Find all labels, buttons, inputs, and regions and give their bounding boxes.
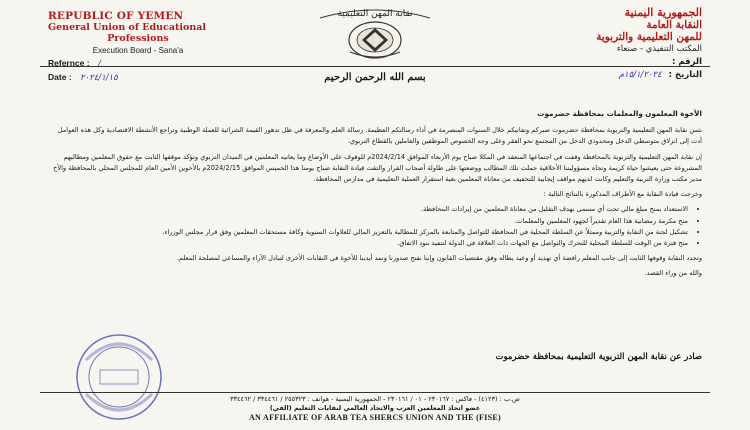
org-name-ar: النقابة العامة <box>646 19 702 31</box>
result-item: • تشكيل لجنة من النقابة والتربية وممثلاً عن السلطة المحلية في المحافظة للتواصل والمتابعة بالمركز للمطالبة بالتعزيز المالي للعلاوات السنوية وكافة مستحقات المعلمين وفق قرار مجلس الوزراء. <box>48 227 688 238</box>
closing-phrase: والله من وراء القصد. <box>644 269 702 278</box>
org-country-ar: الجمهورية اليمنية <box>624 6 702 19</box>
org-name-ar-2: للمهن التعليمية والتربوية <box>596 31 702 43</box>
date-label: Date : <box>48 72 72 82</box>
paragraph-3: وخرجت قيادة النقابة مع الأطراف المذكورة بالنتائج التالية : <box>543 190 702 199</box>
paragraph-1: نثمن نقابة المهن التعليمية والتربوية بمحافظة حضرموت صبركم وتفانيكم خلال السنوات المنصرمة في أداء رسالتكم العظيمة. رسالة العلم والمعرفة في ظل تدهور القيمة الشرائية للعملة الوطنية وتراجع الأنشطة الاقتصادية وكل هذه العوامل أدت إلى انزلاق متوسطي الدخل ومحدودي الدخل من المجتمع نحو الفقر وعلى وجه الخصوص الموظفين والعاملين بالقطاع التربوي. <box>57 126 702 146</box>
basmala: بسم الله الرحمن الرحيم <box>324 72 426 83</box>
org-board-ar: المكتب التنفيذي - صنعاء <box>616 44 702 54</box>
reference-label: Refernce : <box>48 58 90 68</box>
org-board-en: Execution Board - Sana'a <box>92 46 184 55</box>
footer-divider <box>40 392 710 393</box>
results-list <box>48 204 702 249</box>
logo-calligraphy: نقابة المهن التعليمية <box>337 9 413 19</box>
letter-body <box>48 108 702 284</box>
union-logo-icon <box>300 0 450 62</box>
signature-line: صادر عن نقابة المهن التربوية التعليمية بمحافظة حضرموت <box>495 352 702 362</box>
org-country-en: REPUBLIC OF YEMEN <box>48 10 184 22</box>
result-item: • منح مكرمة رمضانية هذا العام تقديراً لجهود المعلمين والمعلمات. <box>48 216 688 227</box>
greeting: الأخوة المعلمون والمعلمات بمحافظة حضرموت <box>537 109 702 118</box>
letterhead-arabic <box>502 6 702 80</box>
footer-affiliation-en: AN AFFILIATE OF ARAB TEA SHERCS UNION AND THE (FISE) <box>248 413 502 422</box>
reference-value: / <box>97 59 101 69</box>
footer-affiliation-ar: عضو اتحاد المعلمين العرب والاتحاد العالمي لنقابات التعليم (الفي) <box>269 404 481 412</box>
org-name-en: General Union of Educational <box>48 22 207 33</box>
paragraph-2: إن نقابة المهن التعليمية والتربوية بالمحافظة وقفت في اجتماعها المنعقد في المكلا صباح يوم الأربعاء الموافق 2024/2/14م للوقوف على الأوضاع وما يعانيه المعلمين في الميدان التربوي وتؤكد موقفها الثابت مع حقوق المعلمين ومطالبهم المشروعة حتى يعيشوا حياة كريمة وتجاه مسؤوليتنا الأخلاقية حملت تلك المطالب ووضعتها على طاولة أصحاب القرار والتقت قيادة النقابة صباح يومنا هذا الخميس الموافق 2024/2/15م بالأخوين الأمين العام للمجلس المحلي بالمحافظة والأخ مدير مكتب وزارة التربية والتعليم وكانت لديهم مواقف إيجابية للتخفيف من معاناة المعلمين بغية استقرار العملية التعليمية في مدارس المحافظة. <box>53 152 702 184</box>
result-item: • منح فترة من الوقت للسلطة المحلية للتحرك والتواصل مع الجهات ذات العلاقة في الدولة لتنفيذ بنود الاتفاق. <box>48 238 688 249</box>
date-value: ٢٠٢٤/١/١٥ <box>80 73 118 83</box>
header-divider <box>40 66 710 67</box>
reference-label-ar: الرقم : <box>672 57 702 67</box>
date-value-ar: ١٥/١/٢٠٢٤م <box>618 70 662 80</box>
reference-line <box>48 58 268 69</box>
date-label-ar: التاريخ : <box>668 70 702 80</box>
letter-footer <box>40 392 710 422</box>
org-name-en-2: Professions <box>107 33 169 44</box>
footer-contact: ص.ب : (٤١٢٣) - فاكس : ٢٣٠١٦٧ - ٠١ / ٢٣٠١٦١ - الجمهورية اليمنية - هواتف : ٢٥٥٣٢٣ / ٣٣٤٤٦١ / ٣٣٤٤٦٢ <box>230 395 520 403</box>
result-item: • الاستعداد بمنح مبلغ مالي تحت أي مسمى بهدف التقليل من معاناة المعلمين من إيرادات المحافظة. <box>48 204 688 215</box>
closing-paragraph: وتجدد النقابة وقوفها الثابت إلى جانب المعلم رافضة أي تهديد أو وعيد يطاله وفق مقتضيات القانون وإننا نفتح صدورنا ونمد أيدينا للأخوة في النقابات الأخرى لتبادل الآراء والمساعي لمصلحة المعلم. <box>176 254 702 263</box>
